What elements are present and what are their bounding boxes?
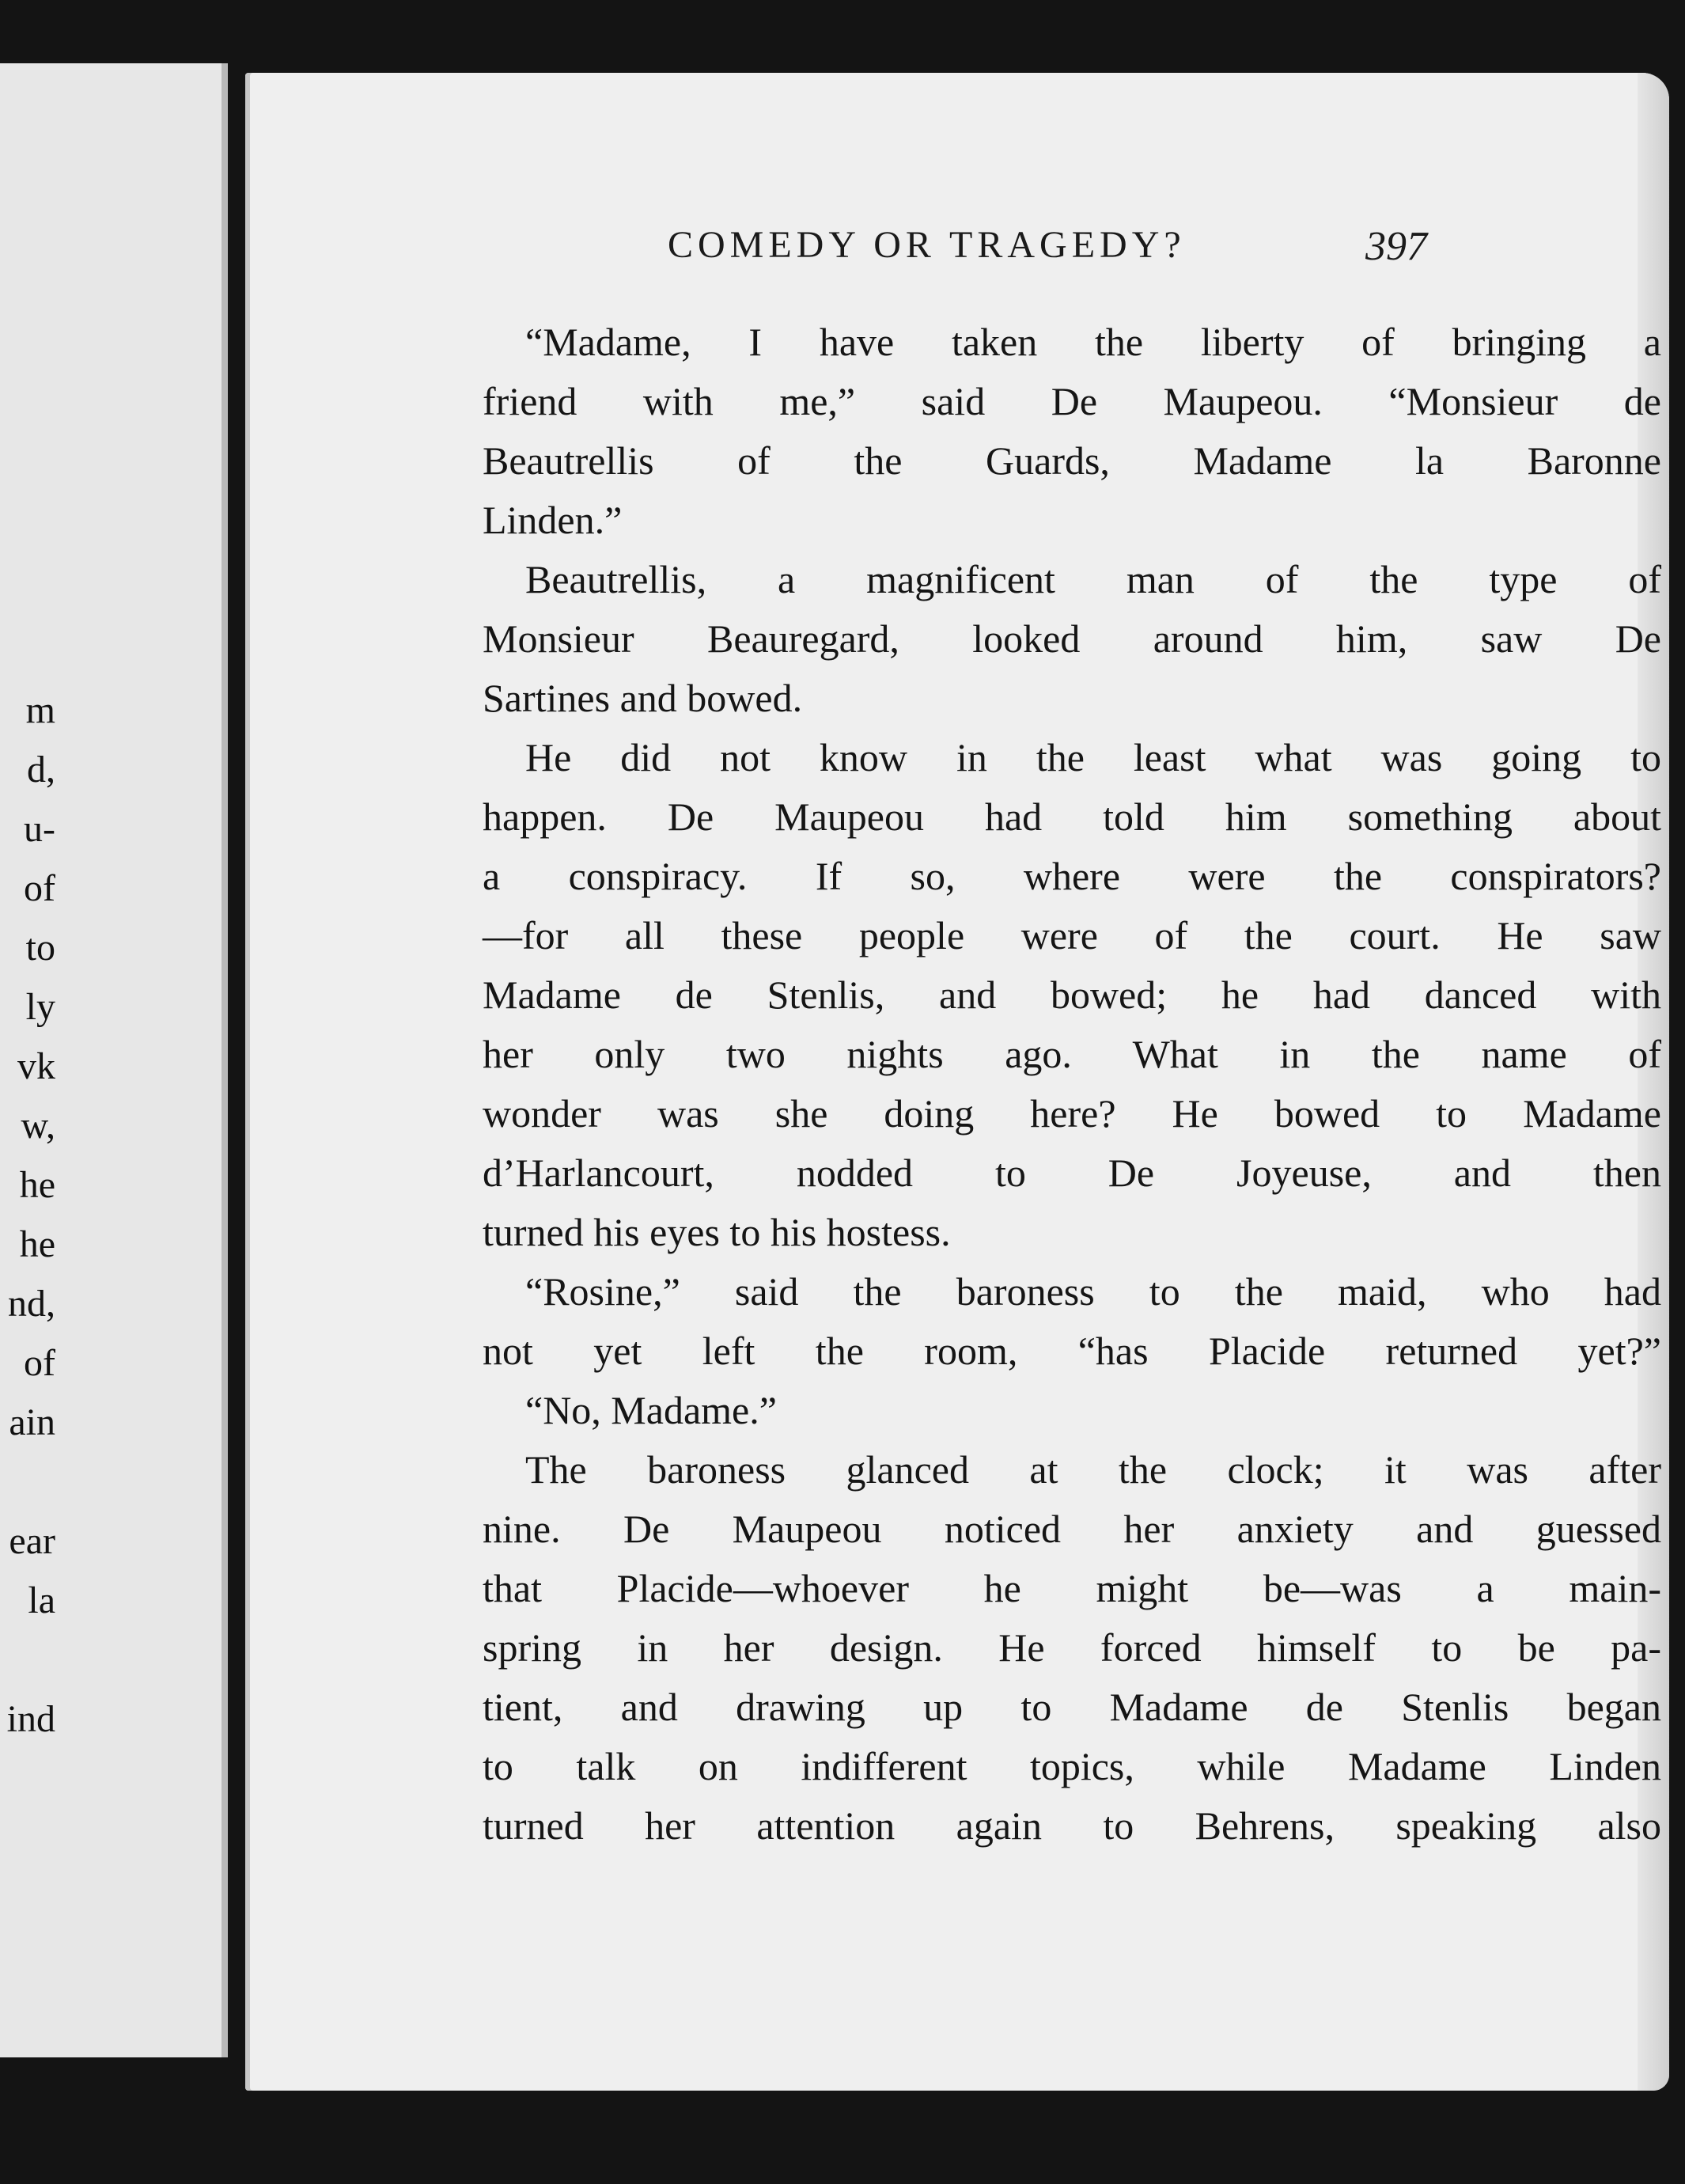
- left-page-text: [0, 681, 55, 1749]
- book-spine: [222, 63, 228, 2057]
- left-fragment: he: [19, 1223, 55, 1265]
- left-fragment: of: [24, 1342, 55, 1384]
- left-fragment: m: [25, 689, 55, 731]
- text-line: that Placide—whoever he might be—was a main-: [483, 1566, 1661, 1610]
- text-line: not yet left the room, “has Placide returned yet?”: [483, 1329, 1661, 1373]
- text-line: “Madame, I have taken the liberty of bringing a: [525, 320, 1661, 364]
- text-line: Madame de Stenlis, and bowed; he had danced with: [483, 973, 1661, 1017]
- text-line: her only two nights ago. What in the name of: [483, 1032, 1661, 1076]
- left-page-fragment: [0, 63, 228, 2057]
- text-line: happen. De Maupeou had told him something about: [483, 794, 1661, 839]
- text-line: “No, Madame.”: [525, 1388, 777, 1432]
- left-fragment: ly: [25, 986, 55, 1028]
- left-fragment: to: [25, 927, 55, 969]
- page-body: [483, 313, 1661, 1856]
- text-line: —for all these people were of the court. He saw: [483, 913, 1661, 957]
- running-title: COMEDY OR TRAGEDY?: [668, 224, 1186, 266]
- text-line: wonder was she doing here? He bowed to Madame: [483, 1091, 1661, 1136]
- left-fragment: d,: [27, 749, 55, 791]
- left-fragment: la: [28, 1579, 55, 1621]
- left-fragment: nd,: [8, 1283, 55, 1325]
- text-line: Beautrellis, a magnificent man of the type of: [525, 557, 1661, 601]
- text-line: tient, and drawing up to Madame de Stenlis began: [483, 1685, 1661, 1729]
- left-fragment: vk: [17, 1045, 55, 1087]
- text-line: friend with me,” said De Maupeou. “Monsieur de: [483, 379, 1661, 423]
- left-fragment: he: [19, 1164, 55, 1206]
- text-line: Beautrellis of the Guards, Madame la Baronne: [483, 438, 1661, 483]
- left-fragment: ain: [9, 1401, 55, 1443]
- text-line: a conspiracy. If so, where were the conspirators?: [483, 854, 1661, 898]
- text-line: “Rosine,” said the baroness to the maid, who had: [525, 1269, 1661, 1314]
- text-line: d’Harlancourt, nodded to De Joyeuse, and then: [483, 1151, 1661, 1195]
- text-line: spring in her design. He forced himself to be pa-: [483, 1625, 1661, 1670]
- text-line: turned her attention again to Behrens, speaking also: [483, 1803, 1661, 1848]
- page-number: 397: [1365, 224, 1427, 269]
- text-line: Monsieur Beauregard, looked around him, saw De: [483, 616, 1661, 661]
- text-line: Sartines and bowed.: [483, 676, 803, 720]
- text-line: nine. De Maupeou noticed her anxiety and guessed: [483, 1507, 1661, 1551]
- text-line: Linden.”: [483, 498, 623, 542]
- left-fragment: of: [24, 867, 55, 909]
- left-fragment: ind: [6, 1698, 55, 1740]
- text-line: The baroness glanced at the clock; it was after: [525, 1447, 1661, 1492]
- left-fragment: [0, 1452, 55, 1511]
- left-fragment: ear: [9, 1520, 55, 1562]
- book-page: [245, 73, 1669, 2091]
- text-line: turned his eyes to his hostess.: [483, 1210, 951, 1254]
- text-line: to talk on indifferent topics, while Madame Linden: [483, 1744, 1661, 1788]
- left-fragment: [0, 1630, 55, 1689]
- left-fragment: w,: [21, 1105, 55, 1147]
- left-fragment: u-: [24, 808, 55, 850]
- text-line: He did not know in the least what was going to: [525, 735, 1661, 779]
